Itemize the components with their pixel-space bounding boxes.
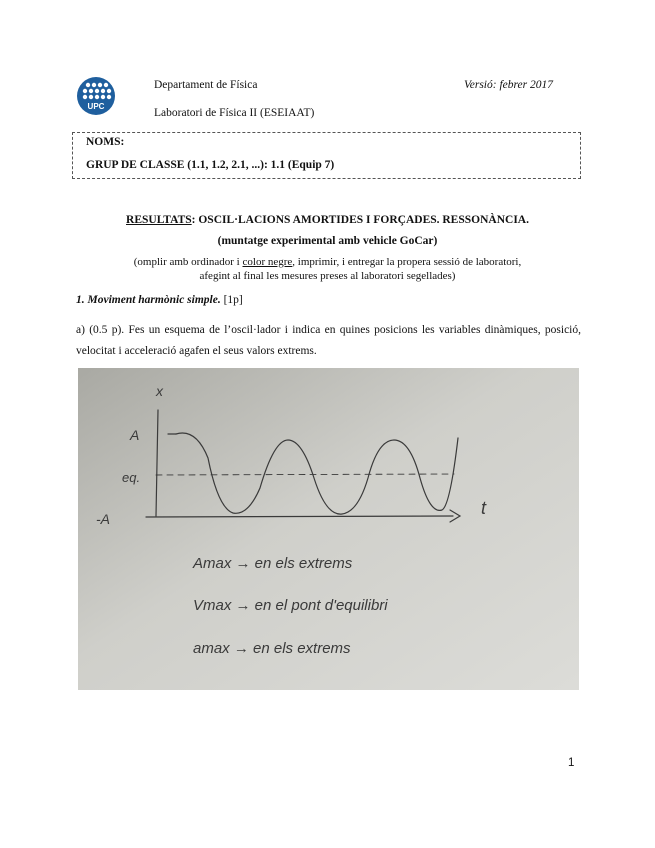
instructions <box>0 255 655 283</box>
group-label: GRUP DE CLASSE (1.1, 1.2, 2.1, ...): <box>86 159 268 171</box>
sketch-line-1: Amax → en els extrems <box>193 555 353 572</box>
title-prefix: RESULTATS <box>126 214 192 226</box>
label-eq: eq. <box>122 470 141 485</box>
page-number: 1 <box>568 757 575 769</box>
info-box <box>72 132 581 179</box>
section-heading <box>76 294 243 306</box>
section-points: [1p] <box>223 294 243 306</box>
noms-label: NOMS: <box>86 136 125 148</box>
section-title: 1. Moviment harmònic simple. <box>76 294 221 306</box>
axis-y-label: x <box>156 383 163 399</box>
upc-logo <box>76 76 116 116</box>
instructions-part2: , imprimir, i entregar la propera sessió de laboratori, <box>292 256 522 268</box>
document-title <box>0 214 655 226</box>
group-value: 1.1 (Equip 7) <box>270 159 335 171</box>
sketch-line-2: Vmax → en el pont d'equilibri <box>193 597 388 614</box>
instructions-underlined: color negre <box>242 256 293 268</box>
question-a: a) (0.5 p). Fes un esquema de l’oscil·lador i indica en quines posicions les variables dinàmiques, posició, velocitat i acceleració agafen el seus valors extrems. <box>76 324 581 357</box>
document-subtitle: (muntatge experimental amb vehicle GoCar) <box>217 235 438 247</box>
laboratory-name: Laboratori de Física II (ESEIAAT) <box>154 107 315 119</box>
logo-text: UPC <box>87 102 105 111</box>
label-a: A <box>130 427 140 443</box>
instructions-line2: afegint al final les mesures preses al laboratori segellades) <box>199 270 456 282</box>
sketch-line-3: amax → en els extrems <box>193 640 351 657</box>
group-line <box>86 159 334 171</box>
sketch-photo <box>78 368 579 690</box>
version-label: Versió: febrer 2017 <box>464 79 554 91</box>
instructions-part1: (omplir amb ordinador i <box>133 256 243 268</box>
title-main: : OSCIL·LACIONS AMORTIDES I FORÇADES. RESSONÀNCIA. <box>191 214 529 226</box>
department-name: Departament de Física <box>154 79 258 91</box>
axis-x-label: t <box>481 498 487 518</box>
label-minus-a: -A <box>96 511 110 527</box>
